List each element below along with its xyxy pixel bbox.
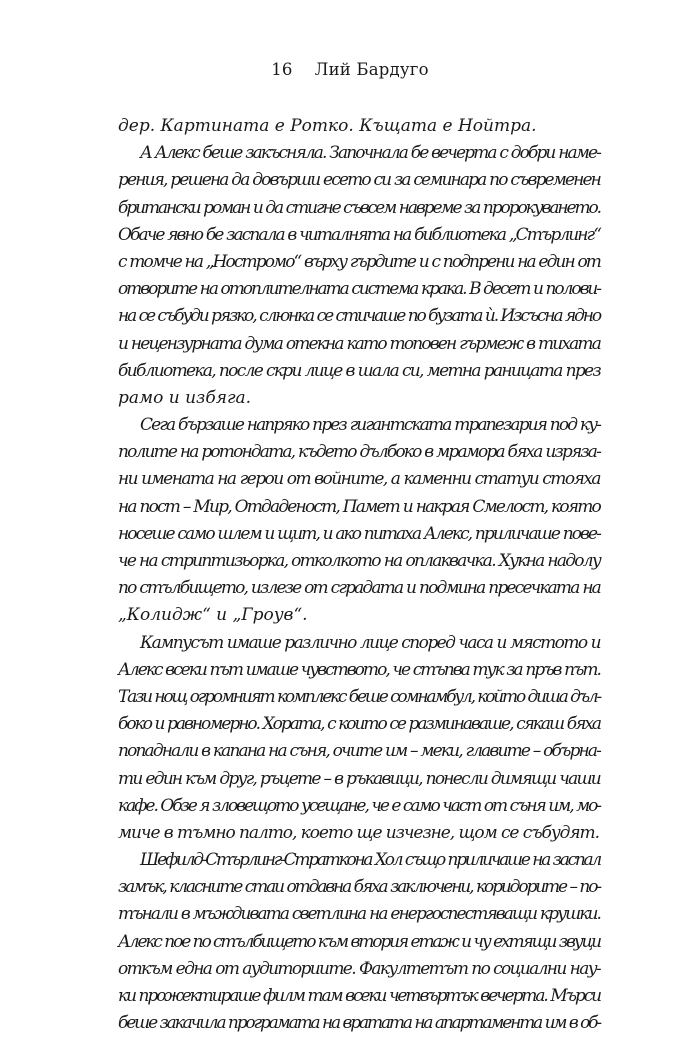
text-line: тънали в мъждивата светлина на енергоспестяващи крушки.	[118, 904, 600, 925]
text-line: „Колидж“ и „Гроув“.	[118, 605, 308, 626]
text-line: боко и равномерно. Хората, с които се разминаваше, сякаш бяха	[118, 714, 600, 735]
text-line: и нецензурната дума отекна като топовен гърмеж в тихата	[118, 333, 600, 354]
text-line: по стълбището, излезе от сградата и подмина пресечката на	[118, 578, 600, 599]
text-line: А Алекс беше закъсняла. Започнала бе вечерта с добри наме-	[140, 143, 600, 164]
text-line: Тази нощ огромният комплекс беше сомнамбул, който диша дъл-	[118, 686, 600, 707]
running-head	[0, 60, 700, 79]
running-head-author: Лий Бардуго	[314, 60, 429, 79]
text-line: попаднали в капана на съня, очите им – меки, главите – обърна-	[118, 741, 600, 762]
text-line: кафе. Обзе я зловещото усещане, че е само част от съня им, мо-	[118, 795, 600, 816]
text-line: полите на ротондата, където дълбоко в мрамора бяха изряза-	[118, 442, 600, 463]
text-line: Шефилд-Стърлинг-Страткона Хол също приличаше на заспал	[140, 850, 600, 871]
text-line: ти един към друг, ръцете – в ръкавици, понесли димящи чаши	[118, 768, 600, 789]
body-text	[118, 113, 600, 1037]
text-line: дер. Картината е Ротко. Къщата е Нойтра.	[118, 116, 537, 136]
text-line: библиотека, после скри лице в шала си, метна раницата през	[118, 360, 600, 381]
text-line: Алекс всеки път имаше чувството, че стъпва тук за пръв път.	[118, 659, 600, 680]
text-line: Обаче явно бе заспала в читалнята на библиотека „Стърлинг“	[118, 224, 600, 245]
text-line: че на стриптизьорка, отколкото на оплаквачка. Хукна надолу	[118, 551, 600, 571]
text-line: замък, класните стаи отдавна бяха заключени, коридорите – по-	[118, 877, 600, 898]
text-line: рамо и избяга.	[118, 387, 252, 408]
text-line: миче в тъмно палто, което ще изчезне, щом се събудят.	[118, 822, 599, 843]
text-line: носеше само шлем и щит, и ако питаха Алекс, приличаше пове-	[118, 523, 600, 544]
text-line: на пост – Мир, Отдаденост, Памет и накрая Смелост, която	[118, 496, 600, 517]
text-line: Кампусът имаше различно лице според часа и мястото и	[140, 632, 600, 653]
text-line: Алекс пое по стълбището към втория етаж и чу ехтящи звуци	[118, 931, 600, 952]
text-line: Сега бързаше напряко през гигантската трапезария под ку-	[140, 415, 600, 436]
text-line: с томче на „Ностромо“ върху гърдите и с подпрени на един от	[118, 251, 600, 272]
text-line: откъм една от аудиториите. Факултетът по социални нау-	[118, 958, 600, 979]
text-line: рения, решена да довърши есето си за семинара по съвременен	[118, 170, 600, 191]
text-line: британски роман и да стигне съвсем навреме за пророкуването.	[118, 197, 600, 218]
text-line: на се събуди рязко, слюнка се стичаше по бузата ѝ. Изсъсна ядно	[118, 306, 600, 327]
text-line: ни имената на герои от войните, а каменни статуи стояха	[118, 469, 600, 490]
text-line: ки прожектираше филм там всеки четвъртък вечерта. Мърси	[118, 986, 600, 1006]
page-number: 16	[271, 60, 293, 79]
text-line: беше закачила програмата на вратата на апартамента им в об-	[118, 1013, 600, 1034]
text-line: отворите на отоплителната система крака. В десет и полови-	[118, 279, 600, 300]
